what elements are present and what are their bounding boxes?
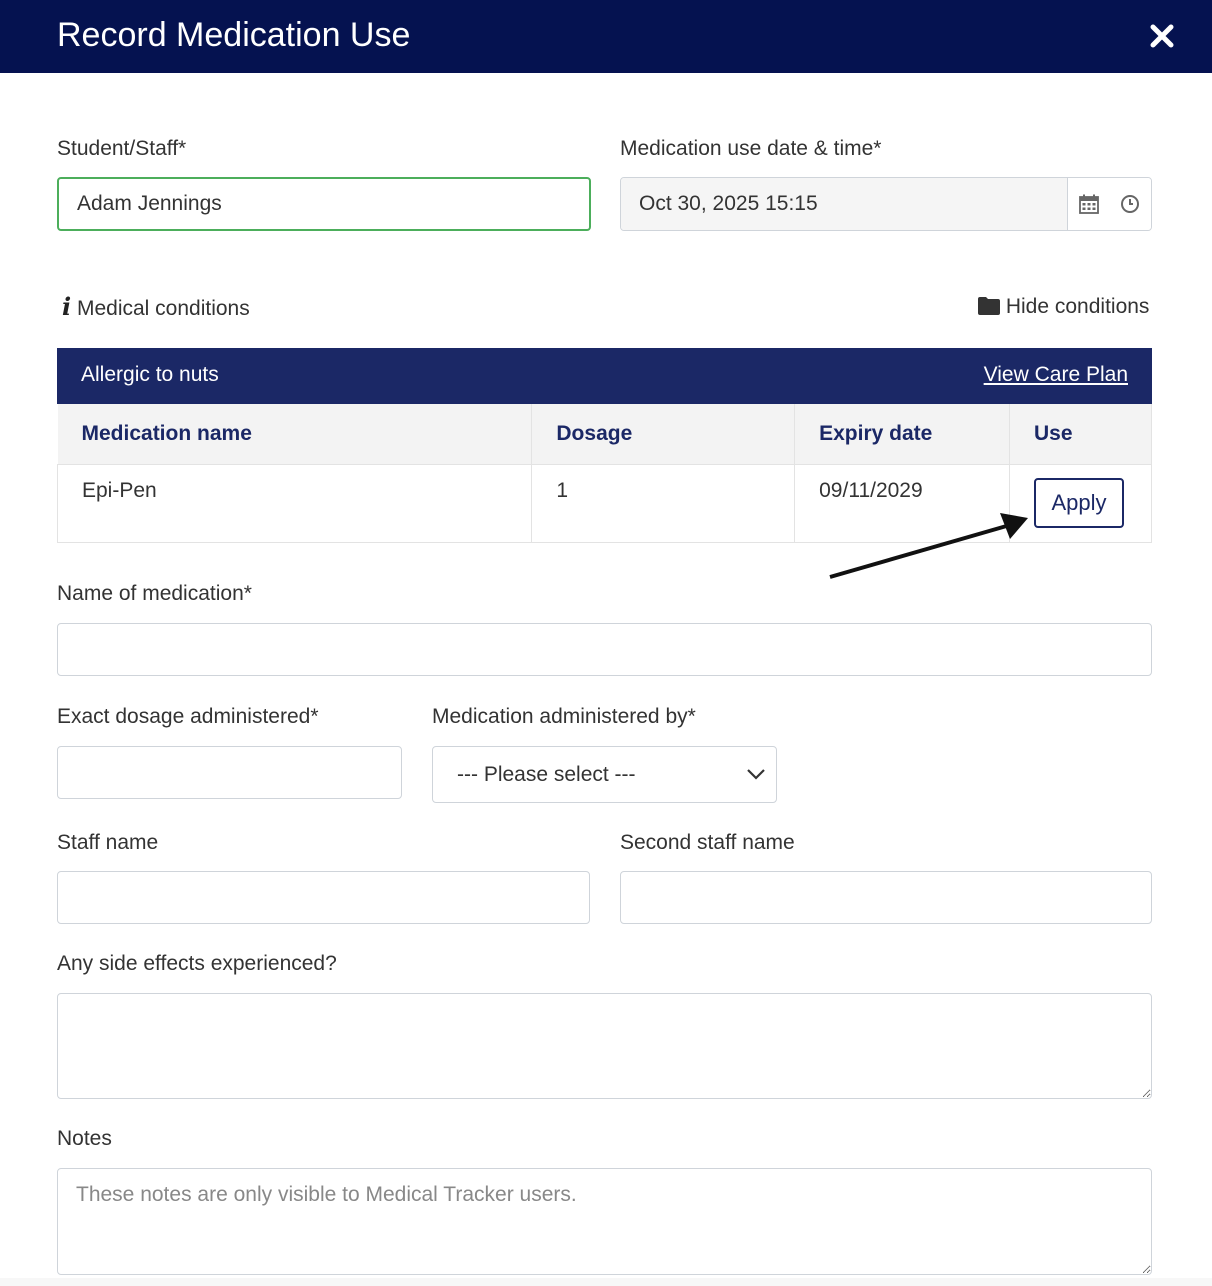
folder-icon bbox=[978, 296, 1000, 322]
calendar-icon[interactable] bbox=[1067, 178, 1109, 230]
info-icon: i bbox=[62, 292, 72, 321]
column-header-expiry-date: Expiry date bbox=[795, 404, 1010, 464]
hide-conditions-toggle[interactable] bbox=[978, 294, 1149, 322]
notes-textarea[interactable] bbox=[57, 1168, 1152, 1275]
cell-expiry-date: 09/11/2029 bbox=[795, 464, 1010, 542]
side-effects-label: Any side effects experienced? bbox=[57, 952, 337, 975]
cell-medication-name: Epi-Pen bbox=[58, 464, 532, 542]
annotation-arrow bbox=[820, 505, 1040, 585]
medical-conditions-heading bbox=[62, 294, 250, 322]
second-staff-name-input[interactable] bbox=[620, 871, 1152, 924]
administered-by-select[interactable] bbox=[432, 746, 777, 803]
apply-button[interactable]: Apply bbox=[1034, 478, 1124, 528]
student-staff-label: Student/Staff* bbox=[57, 137, 187, 160]
side-effects-textarea[interactable] bbox=[57, 993, 1152, 1099]
column-header-medication-name: Medication name bbox=[58, 404, 532, 464]
dialog-title: Record Medication Use bbox=[57, 16, 411, 54]
chevron-down-icon bbox=[746, 766, 766, 787]
cell-dosage: 1 bbox=[532, 464, 795, 542]
staff-name-label: Staff name bbox=[57, 831, 159, 854]
column-header-use: Use bbox=[1010, 404, 1152, 464]
table-header-row bbox=[58, 404, 1152, 464]
staff-name-input[interactable] bbox=[57, 871, 590, 924]
dosage-input[interactable] bbox=[57, 746, 402, 799]
hide-conditions-label: Hide conditions bbox=[1005, 295, 1150, 318]
medication-name-label: Name of medication* bbox=[57, 582, 252, 605]
column-header-dosage: Dosage bbox=[532, 404, 795, 464]
clock-icon[interactable] bbox=[1109, 178, 1151, 230]
datetime-input[interactable]: Oct 30, 2025 15:15 bbox=[621, 178, 1067, 230]
dosage-label: Exact dosage administered* bbox=[57, 705, 319, 728]
view-care-plan-link[interactable]: View Care Plan bbox=[983, 363, 1128, 386]
administered-by-label: Medication administered by* bbox=[432, 705, 696, 728]
condition-name: Allergic to nuts bbox=[81, 363, 219, 386]
close-icon[interactable] bbox=[1146, 20, 1178, 52]
condition-header bbox=[57, 348, 1152, 404]
medical-conditions-label: Medical conditions bbox=[76, 297, 250, 320]
datetime-label: Medication use date & time* bbox=[620, 137, 882, 160]
notes-label: Notes bbox=[57, 1127, 112, 1150]
student-staff-input[interactable] bbox=[57, 177, 591, 231]
footer-edge bbox=[0, 1278, 1212, 1286]
second-staff-name-label: Second staff name bbox=[620, 831, 795, 854]
administered-by-value: --- Please select --- bbox=[457, 763, 636, 786]
datetime-input-group bbox=[620, 177, 1152, 231]
medication-name-input[interactable] bbox=[57, 623, 1152, 676]
dialog-header bbox=[0, 0, 1212, 73]
